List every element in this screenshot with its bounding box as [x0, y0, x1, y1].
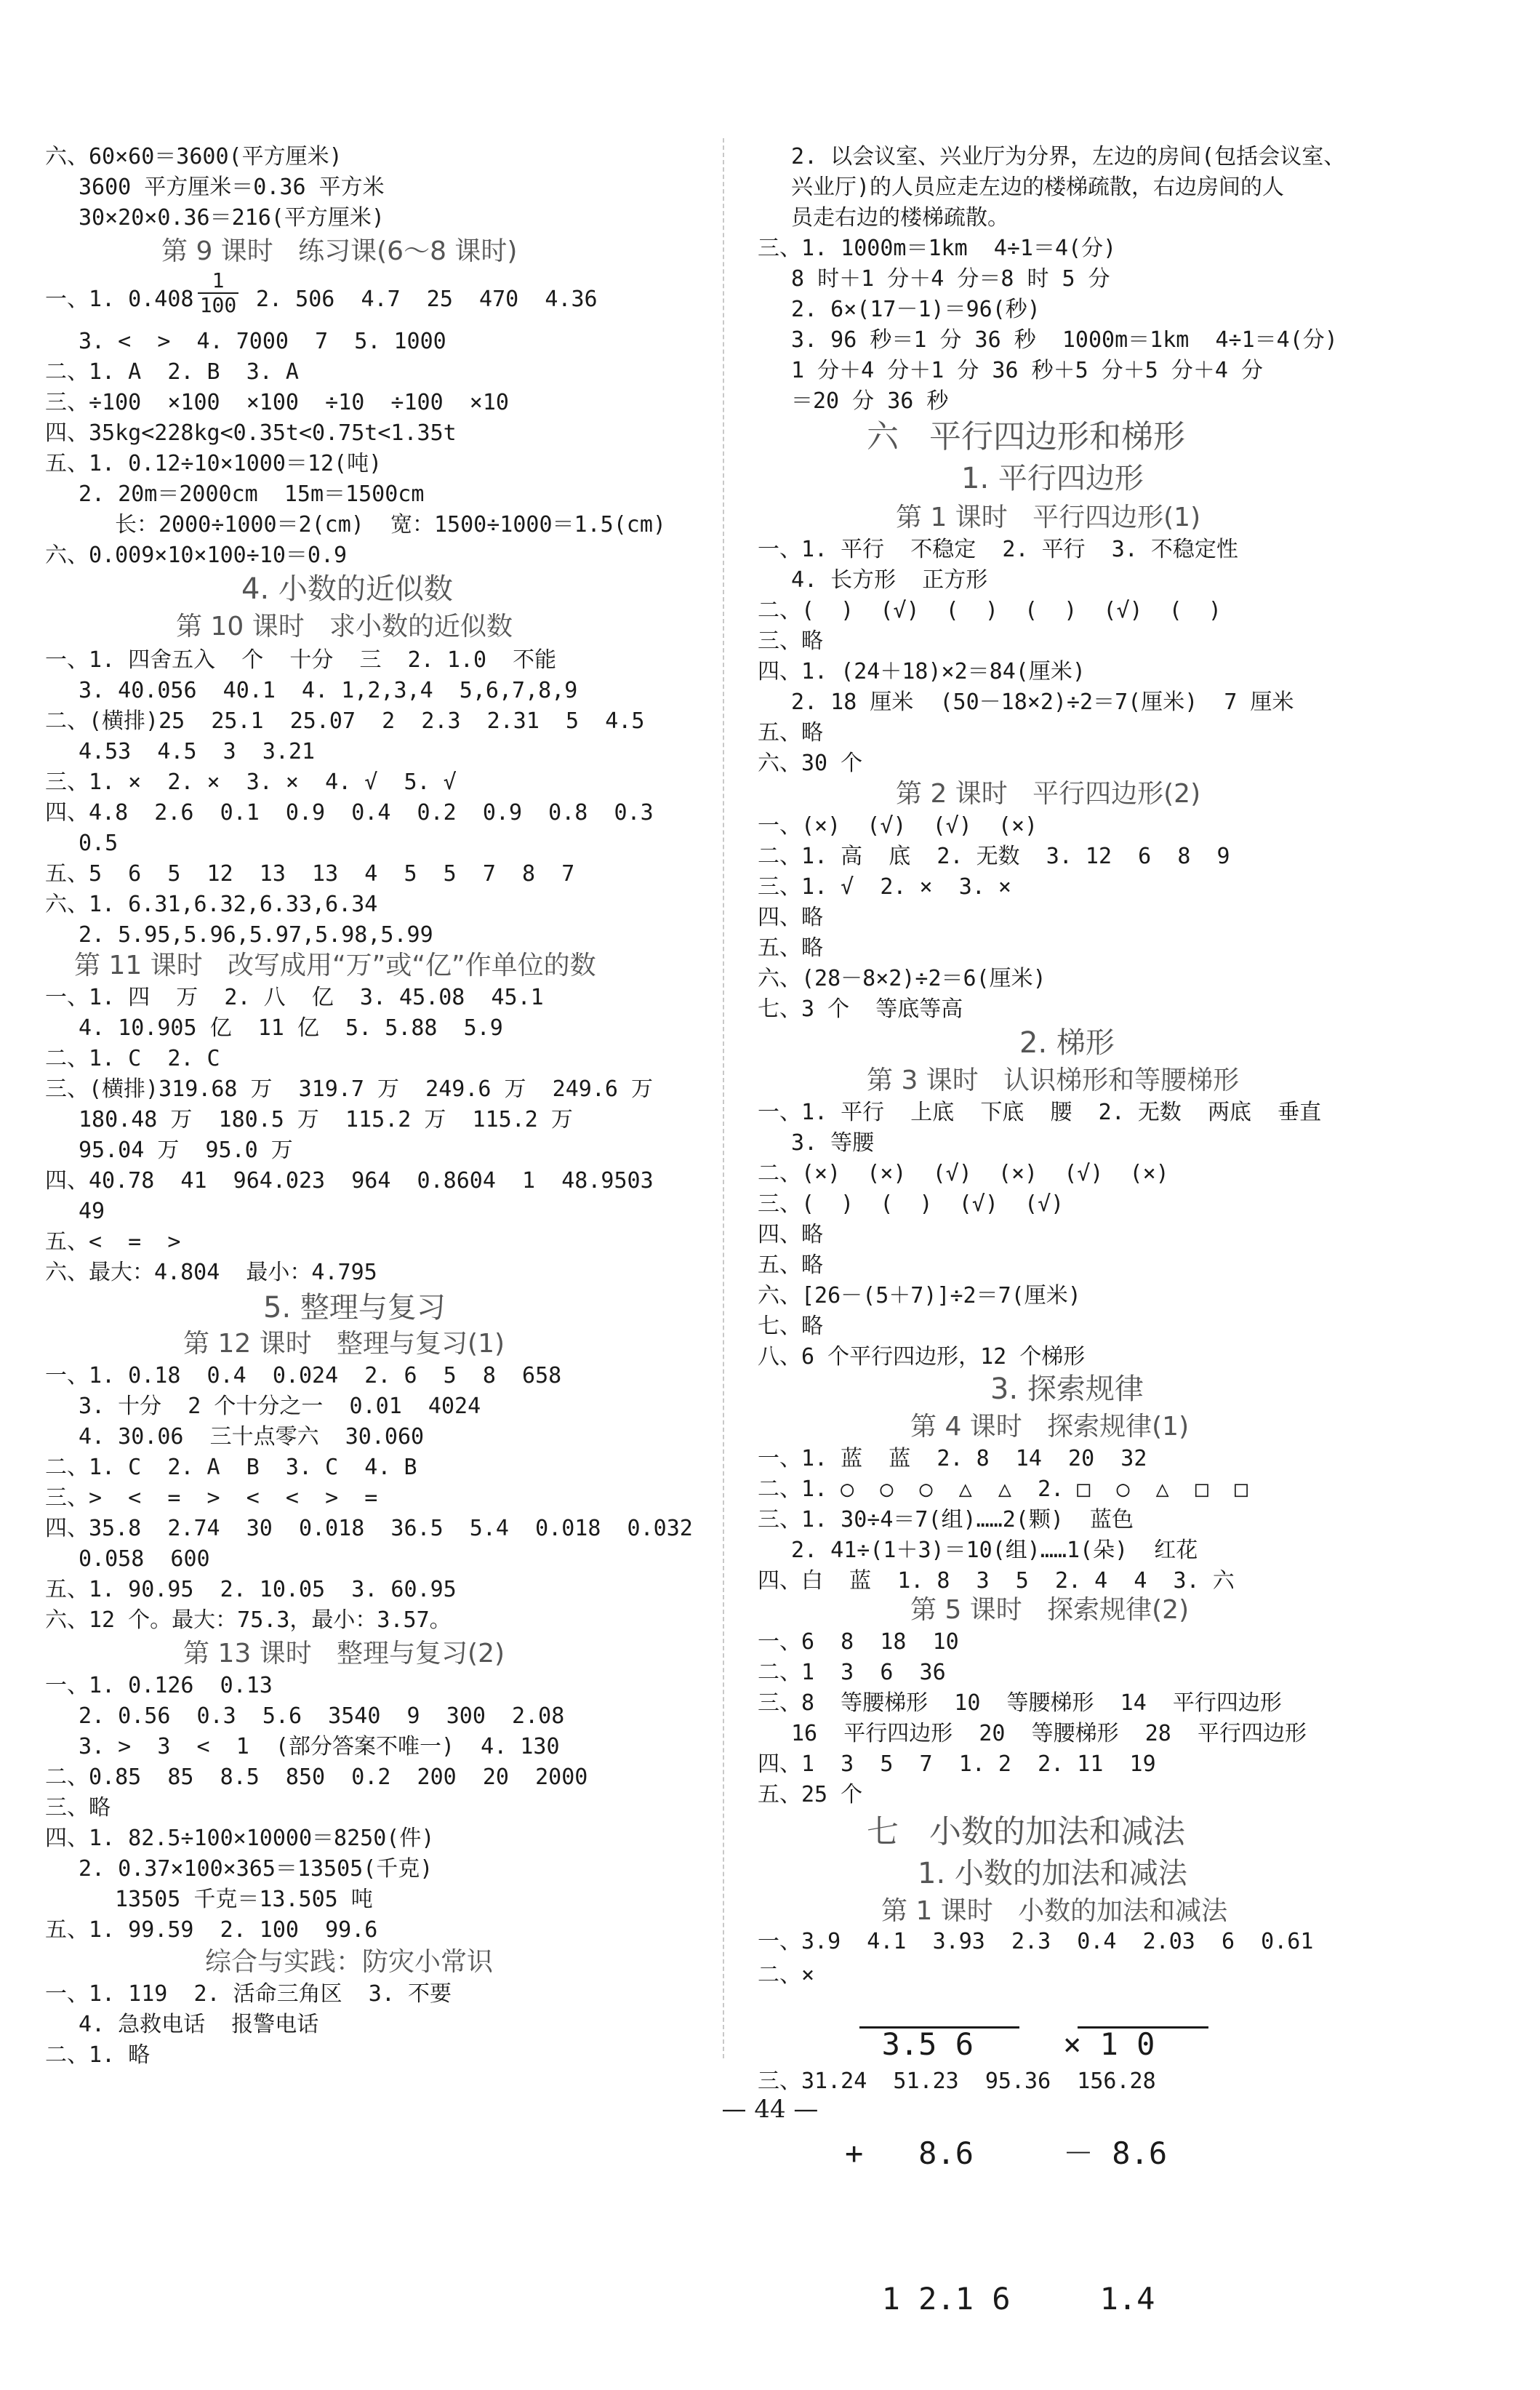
calc-row: 1 2.1 6 [845, 2281, 1011, 2317]
answer-line: 一、1. 平行 上底 下底 腰 2. 无数 两底 垂直 [758, 1100, 1322, 1125]
answer-line: 五、略 [758, 935, 823, 961]
lesson-heading: 综合与实践：防灾小常识 [205, 1947, 494, 1977]
answer-line: 16 平行四边形 20 等腰梯形 28 平行四边形 [791, 1721, 1307, 1746]
section-heading: 1. 小数的加法和减法 [918, 1857, 1187, 1890]
lesson-heading: 第 2 课时 平行四边形(2) [896, 779, 1201, 809]
answer-line: ＝20 分 36 秒 [791, 388, 949, 414]
lesson-heading: 第 1 课时 小数的加法和减法 [881, 1896, 1228, 1926]
calc-row: － 8.6 [1063, 2135, 1168, 2171]
answer-line: 3. < > 4. 7000 7 5. 1000 [79, 329, 446, 354]
answer-line: 兴业厅)的人员应走左边的楼梯疏散，右边房间的人 [791, 175, 1285, 200]
answer-line: 三、8 等腰梯形 10 等腰梯形 14 平行四边形 [758, 1690, 1282, 1716]
answer-line: 三、(横排)319.68 万 319.7 万 249.6 万 249.6 万 [45, 1076, 654, 1102]
answer-line: 3. 等腰 [791, 1130, 875, 1156]
answer-line: 4. 急救电话 报警电话 [79, 2012, 319, 2037]
unit-heading: 六 平行四边形和梯形 [867, 418, 1185, 455]
answer-line: 二、1. A 2. B 3. A [45, 359, 299, 385]
answer-line: 30×20×0.36＝216(平方厘米) [79, 205, 385, 231]
answer-line: 2. 5.95,5.96,5.97,5.98,5.99 [79, 922, 433, 948]
answer-line: 四、35kg<228kg<0.35t<0.75t<1.35t [45, 420, 457, 446]
section-heading: 2. 梯形 [1019, 1026, 1115, 1060]
calc-row: + 8.6 [845, 2135, 974, 2171]
answer-line: 六、最大：4.804 最小：4.795 [45, 1260, 377, 1285]
answer-line: 八、6 个平行四边形，12 个梯形 [758, 1344, 1086, 1370]
answer-line: 三、> < = > < < > = [45, 1485, 378, 1511]
answer-line: 员走右边的楼梯疏散。 [791, 205, 1009, 231]
answer-line: 3600 平方厘米＝0.36 平方米 [79, 175, 385, 200]
answer-line: 三、1. × 2. × 3. × 4. √ 5. √ [45, 770, 457, 795]
answer-line: 8 时＋1 分＋4 分＝8 时 5 分 [791, 266, 1110, 292]
vertical-subtraction [1063, 1954, 1167, 2390]
fraction-numerator: 1 [212, 268, 225, 292]
answer-line: 二、1. C 2. C [45, 1046, 220, 1071]
answer-line: 一、(×) (√) (√) (×) [758, 813, 1038, 839]
answer-line: 一、1. 四舍五入 个 十分 三 2. 1.0 不能 [45, 647, 557, 673]
answer-line: 六、[26－(5＋7)]÷2＝7(厘米) [758, 1283, 1081, 1308]
section-heading: 5. 整理与复习 [263, 1291, 446, 1324]
answer-line: 六、60×60＝3600(平方厘米) [45, 144, 342, 169]
answer-line: 长：2000÷1000＝2(cm) 宽：1500÷1000＝1.5(cm) [115, 512, 666, 537]
lesson-heading: 第 9 课时 练习课(6～8 课时) [161, 236, 518, 266]
lesson-heading: 第 5 课时 探索规律(2) [910, 1595, 1190, 1625]
answer-line: 四、4.8 2.6 0.1 0.9 0.4 0.2 0.9 0.8 0.3 [45, 800, 654, 826]
answer-line: 一、1. 平行 不稳定 2. 平行 3. 不稳定性 [758, 537, 1238, 562]
answer-line: 五、< = > [45, 1229, 181, 1255]
lesson-heading: 第 11 课时 改写成用“万”或“亿”作单位的数 [74, 951, 596, 980]
calc-row: × 1 0 [1063, 2026, 1155, 2062]
answer-line: 三、略 [758, 628, 823, 654]
answer-line: 13505 千克＝13.505 吨 [115, 1887, 373, 1912]
page-number: — 44 — [721, 2095, 819, 2124]
answer-line: 一、1. 0.408 [45, 287, 194, 312]
answer-line: 4. 30.06 三十点零六 30.060 [79, 1424, 425, 1450]
answer-line: 四、1. (24＋18)×2＝84(厘米) [758, 659, 1086, 684]
fraction-denominator: 100 [199, 293, 237, 317]
answer-line: 四、略 [758, 1222, 823, 1247]
answer-line: 五、略 [758, 1252, 823, 1278]
answer-line: 4. 10.905 亿 11 亿 5. 5.88 5.9 [79, 1015, 503, 1041]
answer-line: 0.058 600 [79, 1546, 210, 1572]
answer-line: 二、1. ○ ○ ○ △ △ 2. □ ○ △ □ □ [758, 1476, 1248, 1502]
answer-line: 三、( ) ( ) (√) (√) [758, 1191, 1064, 1217]
answer-line: 一、6 8 18 10 [758, 1629, 959, 1655]
answer-line: 2. 6×(17－1)＝96(秒) [791, 297, 1040, 322]
answer-line: 2. 以会议室、兴业厅为分界，左边的房间(包括会议室、 [791, 144, 1346, 169]
section-heading: 1. 平行四边形 [961, 462, 1144, 495]
answer-line: 六、(28－8×2)÷2＝6(厘米) [758, 966, 1046, 991]
answer-line: 五、略 [758, 720, 823, 746]
answer-line: 三、÷100 ×100 ×100 ÷10 ÷100 ×10 [45, 390, 509, 415]
answer-line: 七、3 个 等底等高 [758, 996, 963, 1022]
answer-line: 二、1. C 2. A B 3. C 4. B [45, 1455, 417, 1480]
lesson-heading: 第 1 课时 平行四边形(1) [896, 503, 1201, 532]
lesson-heading: 第 3 课时 认识梯形和等腰梯形 [867, 1066, 1240, 1095]
section-heading: 3. 探索规律 [990, 1372, 1144, 1406]
answer-line: 二、1. 略 [45, 2042, 151, 2068]
answer-line: 2. 0.37×100×365＝13505(千克) [79, 1856, 433, 1882]
answer-line: 一、1. 0.126 0.13 [45, 1673, 273, 1698]
calc-row: 1.4 [1063, 2281, 1155, 2317]
answer-line: 二、0.85 85 8.5 850 0.2 200 20 2000 [45, 1764, 588, 1790]
fraction [198, 268, 238, 317]
answer-line: 2. 506 4.7 25 470 4.36 [256, 287, 598, 312]
answer-line: 二、(×) (×) (√) (×) (√) (×) [758, 1161, 1169, 1186]
lesson-heading: 第 4 课时 探索规律(1) [910, 1412, 1190, 1442]
answer-line: 2. 41÷(1＋3)＝10(组)……1(朵) 红花 [791, 1538, 1198, 1563]
answer-line: 二、(横排)25 25.1 25.07 2 2.3 2.31 5 4.5 [45, 708, 645, 734]
answer-line: 四、1. 82.5÷100×10000＝8250(件) [45, 1826, 435, 1851]
answer-line: 1 分＋4 分＋1 分 36 秒＋5 分＋5 分＋4 分 [791, 358, 1263, 383]
difference-line [1078, 2026, 1208, 2029]
answer-line: 3. 十分 2 个十分之一 0.01 4024 [79, 1394, 481, 1419]
answer-line: 四、略 [758, 905, 823, 930]
vertical-addition [845, 1954, 1011, 2390]
answer-line: 49 [79, 1199, 105, 1224]
answer-line: 六、0.009×10×100÷10＝0.9 [45, 543, 348, 568]
answer-line: 四、40.78 41 964.023 964 0.8604 1 48.9503 [45, 1168, 654, 1194]
answer-line: 二、( ) (√) ( ) ( ) (√) ( ) [758, 598, 1222, 623]
answer-line: 2. 0.56 0.3 5.6 3540 9 300 2.08 [79, 1703, 565, 1729]
answer-line: 一、1. 四 万 2. 八 亿 3. 45.08 45.1 [45, 985, 544, 1010]
answer-line: 一、1. 0.18 0.4 0.024 2. 6 5 8 658 [45, 1363, 562, 1388]
answer-line: 2. 20m＝2000cm 15m＝1500cm [79, 481, 425, 507]
answer-line: 二、1. 高 底 2. 无数 3. 12 6 8 9 [758, 844, 1230, 869]
answer-line: 六、30 个 [758, 751, 863, 776]
answer-line: 三、略 [45, 1795, 111, 1821]
answer-line: 五、1. 90.95 2. 10.05 3. 60.95 [45, 1577, 457, 1602]
answer-line: 五、1. 0.12÷10×1000＝12(吨) [45, 451, 382, 476]
answer-line: 七、略 [758, 1314, 823, 1339]
calc-row: 3.5 6 [845, 2026, 974, 2062]
answer-line: 4.53 4.5 3 3.21 [79, 739, 316, 764]
answer-line: 3. > 3 < 1 (部分答案不唯一) 4. 130 [79, 1734, 560, 1759]
answer-line: 三、1. 1000m＝1km 4÷1＝4(分) [758, 236, 1117, 261]
sum-line [859, 2026, 1019, 2029]
answer-line: 一、1. 119 2. 活命三角区 3. 不要 [45, 1981, 452, 2007]
answer-line: 四、35.8 2.74 30 0.018 36.5 5.4 0.018 0.032 [45, 1516, 693, 1541]
lesson-heading: 第 12 课时 整理与复习(1) [183, 1329, 505, 1359]
answer-line: 95.04 万 95.0 万 [79, 1138, 293, 1163]
answer-line: 4. 长方形 正方形 [791, 567, 988, 593]
answer-line: 三、31.24 51.23 95.36 156.28 [758, 2069, 1156, 2094]
answer-line: 六、1. 6.31,6.32,6.33,6.34 [45, 892, 378, 917]
answer-line: 六、12 个。最大：75.3，最小：3.57。 [45, 1607, 452, 1633]
lesson-heading: 第 10 课时 求小数的近似数 [176, 612, 513, 642]
column-divider [723, 138, 724, 2058]
answer-line: 三、1. √ 2. × 3. × [758, 874, 1011, 900]
answer-line: 四、白 蓝 1. 8 3 5 2. 4 4 3. 六 [758, 1568, 1235, 1594]
answer-line: 一、3.9 4.1 3.93 2.3 0.4 2.03 6 0.61 [758, 1929, 1314, 1954]
answer-line: 三、1. 30÷4＝7(组)……2(颗) 蓝色 [758, 1507, 1134, 1532]
answer-line: 2. 18 厘米 (50－18×2)÷2＝7(厘米) 7 厘米 [791, 690, 1294, 715]
answer-line: 五、5 6 5 12 13 13 4 5 5 7 8 7 [45, 861, 575, 887]
answer-line: 3. 40.056 40.1 4. 1,2,3,4 5,6,7,8,9 [79, 678, 578, 703]
answer-line: 0.5 [79, 831, 119, 856]
answer-line: 二、× [758, 1962, 815, 1988]
unit-heading: 七 小数的加法和减法 [867, 1813, 1185, 1850]
lesson-heading: 第 13 课时 整理与复习(2) [183, 1639, 505, 1668]
answer-line: 3. 96 秒＝1 分 36 秒 1000m＝1km 4÷1＝4(分) [791, 327, 1338, 353]
answer-line: 一、1. 蓝 蓝 2. 8 14 20 32 [758, 1446, 1147, 1471]
section-heading: 4. 小数的近似数 [241, 572, 453, 606]
answer-line: 二、1 3 6 36 [758, 1660, 946, 1685]
answer-line: 180.48 万 180.5 万 115.2 万 115.2 万 [79, 1107, 573, 1132]
answer-line: 四、1 3 5 7 1. 2 2. 11 19 [758, 1751, 1156, 1777]
answer-line: 五、1. 99.59 2. 100 99.6 [45, 1917, 378, 1943]
answer-line: 五、25 个 [758, 1782, 863, 1807]
